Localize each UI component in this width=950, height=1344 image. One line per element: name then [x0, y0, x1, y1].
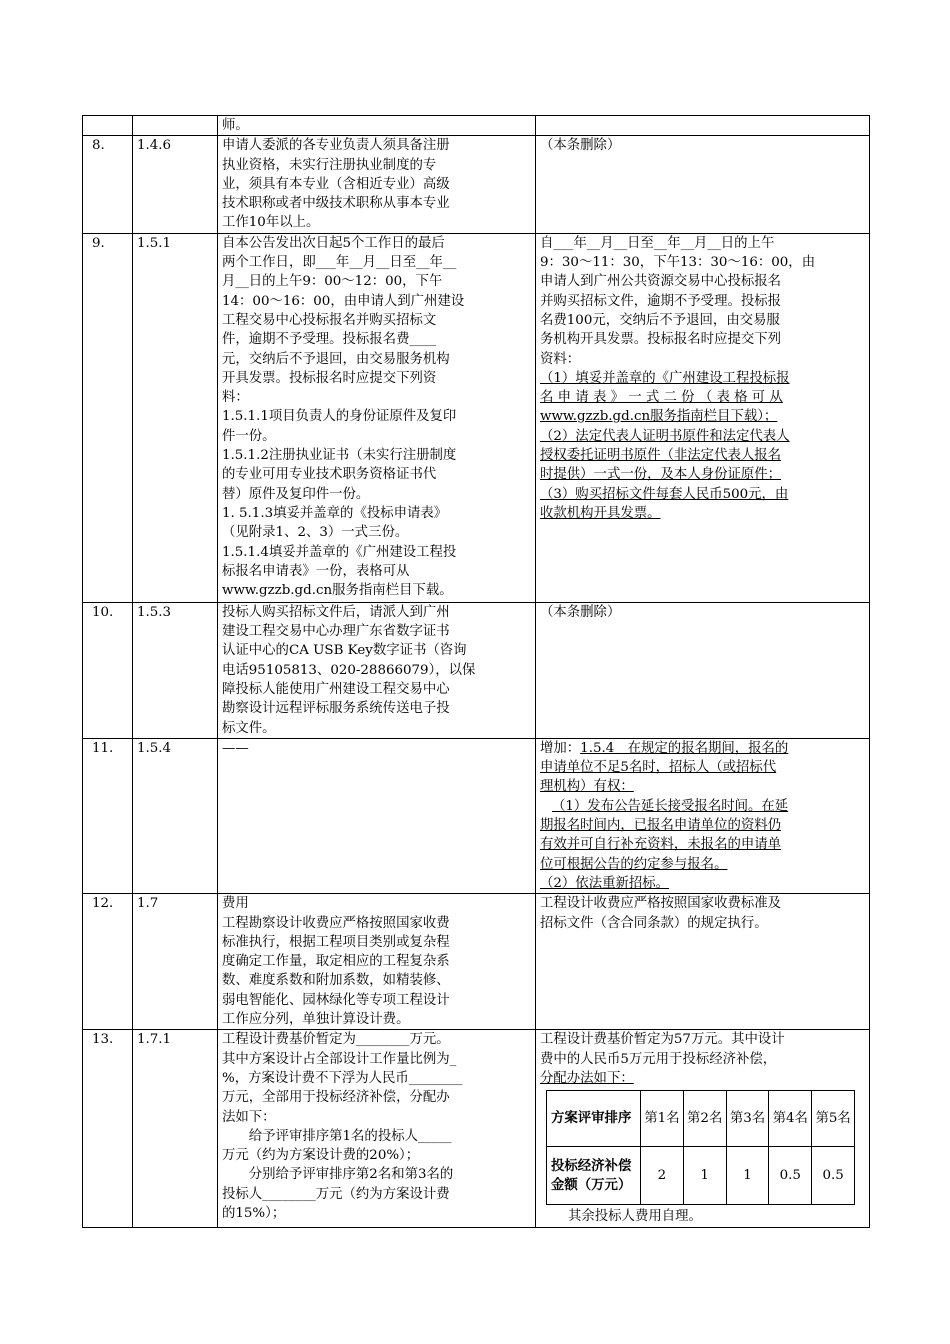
text-line: 理机构）有权：: [540, 779, 634, 795]
row-number: 12.: [83, 894, 133, 1030]
text-line: 1. 5.1.3填妥并盖章的《投标申请表》: [222, 505, 448, 521]
text-line: 投标人购买招标文件后，请派人到广州: [222, 604, 450, 620]
row-number: 13.: [83, 1030, 133, 1228]
text-line: 自本公告发出次日起5个工作日的最后: [222, 235, 445, 251]
text-line: 工程设计费基价暂定为________万元。: [222, 1032, 450, 1048]
text-line: 工作应分列，单独计算设计费。: [222, 1012, 410, 1028]
text-line: 障投标人能使用广州建设工程交易中心: [222, 681, 450, 697]
text-line: 申请人到广州公共资源交易中心投标报名: [540, 274, 782, 290]
amended-prefix: 增加：: [540, 740, 581, 756]
text-line: %，方案设计费不下浮为人民币________: [222, 1070, 463, 1086]
text-line: www.gzzb.gd.cn服务指南栏目下载。: [222, 583, 453, 599]
amended-text: [536, 894, 870, 1030]
original-text: [218, 136, 536, 233]
original-text: [218, 233, 536, 602]
text-line: 有效并可自行补充资料，未报名的申请单: [540, 837, 782, 853]
text-line: 收款机构开具发票。: [540, 505, 661, 521]
clause-number: 1.5.3: [133, 602, 218, 738]
text-line: 件，逾期不予受理。投标报名费____: [222, 332, 437, 348]
text-line: ——: [222, 740, 249, 756]
original-text: [218, 738, 536, 893]
text-line: （3）购买招标文件每套人民币500元，由: [540, 486, 789, 502]
rank-cell: 第2名: [683, 1091, 726, 1147]
table-row: [83, 602, 870, 738]
rank-cell: 第5名: [812, 1091, 855, 1147]
text-line: 其中方案设计占全部设计工作量比例为_: [222, 1051, 457, 1067]
row-number: 9.: [83, 233, 133, 602]
text-line: 万元（约为方案设计费的20%）；: [222, 1148, 420, 1164]
text-line: 费中的人民币5万元用于投标经济补偿，: [540, 1051, 777, 1067]
text-line: （2）法定代表人证明书原件和法定代表人: [540, 428, 790, 444]
original-text: [218, 1030, 536, 1228]
text-line: （2）依法重新招标。: [540, 875, 670, 891]
text-line: 工作10年以上。: [222, 215, 320, 231]
text-line: 的专业可用专业技术职务资格证书代: [222, 467, 437, 483]
table-row: [83, 233, 870, 602]
text-line: 技术职称或者中级技术职称从事本专业: [222, 196, 450, 212]
text-line: 名费100元，交纳后不予退回，由交易服: [540, 312, 780, 328]
text-line: 分别给予评审排序第2名和第3名的: [222, 1167, 454, 1183]
rank-cell: 第4名: [769, 1091, 812, 1147]
text-line: 1.5.1.4填妥并盖章的《广州建设工程投: [222, 544, 457, 560]
text-line: 投标人________万元（约为方案设计费: [222, 1186, 450, 1202]
text-line: （1）发布公告延长接受报名时间。在延: [552, 798, 789, 814]
text-line: 自___年__月__日至__年__月__日的上午: [540, 235, 775, 251]
text-line: 招标文件（含合同条款）的规定执行。: [540, 915, 768, 931]
table-row: [83, 136, 870, 233]
amended-text: [536, 233, 870, 602]
text-line: 的15%）；: [222, 1205, 286, 1221]
amended-text: [536, 116, 870, 136]
text-line: 电话95105813、020-28866079），以保: [222, 662, 476, 678]
text-line: 业，须具有本专业（含相近专业）高级: [222, 176, 450, 192]
amended-text: [536, 136, 870, 233]
row-number: [83, 116, 133, 136]
text-line: 名 申 请 表 》 一 式 二 份 （ 表 格 可 从: [540, 390, 783, 406]
text-line: 料：: [222, 390, 249, 406]
text-line: 件一份。: [222, 428, 276, 444]
rank-cell: 第3名: [726, 1091, 769, 1147]
clause-number: [133, 116, 218, 136]
row-number: 10.: [83, 602, 133, 738]
clause-number: 1.5.4: [133, 738, 218, 893]
text-line: 标文件。: [222, 720, 276, 736]
original-text: [218, 116, 536, 136]
text-line: 万元，全部用于投标经济补偿，分配办: [222, 1090, 450, 1106]
text-line: （1）填妥并盖章的《广州建设工程投标报: [540, 370, 790, 386]
text-line: 元，交纳后不予退回，由交易服务机构: [222, 351, 450, 367]
text-line: 工程设计费基价暂定为57万元。其中设计: [540, 1032, 785, 1048]
amount-cell: 1: [726, 1147, 769, 1205]
text-line: 并购买招标文件，逾期不予受理。投标报: [540, 293, 782, 309]
text-line: 月__日的上午9：00～12：00，下午: [222, 274, 443, 290]
amended-text: [536, 1030, 870, 1228]
text-line: 工程交易中心投标报名并购买招标文: [222, 312, 437, 328]
amended-clause: 1.5.4 在规定的报名期间，报名的: [580, 740, 789, 756]
text-line: 务机构开具发票。投标报名时应提交下列: [540, 332, 782, 348]
text-line: 1.5.1.2注册执业证书（未实行注册制度: [222, 448, 457, 464]
amount-cell: 1: [683, 1147, 726, 1205]
text-line: 度确定工作量，取定相应的工程复杂系: [222, 954, 450, 970]
amount-cell: 2: [641, 1147, 684, 1205]
amended-text: [536, 602, 870, 738]
text-line: 开具发票。投标报名时应提交下列资: [222, 370, 437, 386]
text-line: 执业资格，未实行注册执业制度的专: [222, 157, 437, 173]
text-line: [540, 739, 865, 758]
text-line: 申请人委派的各专业负责人须具备注册: [222, 138, 450, 154]
amount-cell: 0.5: [769, 1147, 812, 1205]
text-line: 标准执行，根据工程项目类别或复杂程: [222, 934, 450, 950]
compensation-table: [546, 1090, 855, 1205]
text-line: 位可根据公告的约定参与报名。: [540, 856, 728, 872]
amount-cell: 0.5: [812, 1147, 855, 1205]
text-line: 分配办法如下：: [540, 1070, 634, 1086]
text-line: 标报名申请表》一份，表格可从: [222, 563, 410, 579]
clause-number: 1.7: [133, 894, 218, 1030]
rank-header: 方案评审排序: [547, 1091, 641, 1147]
clause-number: 1.7.1: [133, 1030, 218, 1228]
text-line: 工程设计收费应严格按照国家收费标准及: [540, 896, 782, 912]
text-line: （本条删除）: [540, 604, 621, 620]
text-line: 建设工程交易中心办理广东省数字证书: [222, 624, 450, 640]
table-row: [83, 894, 870, 1030]
text-line: 两个工作日，即___年__月__日至__年__: [222, 255, 457, 271]
text-line: 给予评审排序第1名的投标人_____: [222, 1128, 452, 1144]
table-row: [83, 1030, 870, 1228]
amount-row: [547, 1147, 855, 1205]
text-line: 授权委托证明书原件（非法定代表人报名: [540, 448, 782, 464]
rank-cell: 第1名: [641, 1091, 684, 1147]
text-line: 1.5.1.1项目负责人的身份证原件及复印: [222, 409, 457, 425]
text-line: 替）原件及复印件一份。: [222, 486, 370, 502]
text-line: 费用: [222, 896, 249, 912]
text-line: 9：30～11：30，下午13：30～16：00，由: [540, 255, 816, 271]
text-line: 期报名时间内，已报名申请单位的资料仍: [540, 818, 782, 834]
text-line: 数、难度系数和附加系数，如精装修、: [222, 973, 450, 989]
row-number: 11.: [83, 738, 133, 893]
amendment-table: [82, 115, 870, 1228]
text-line: （本条删除）: [540, 138, 621, 154]
text-line: www.gzzb.gd.cn服务指南栏目下载）；: [540, 409, 778, 425]
text-line: 工程勘察设计收费应严格按照国家收费: [222, 915, 450, 931]
amended-text: [536, 738, 870, 893]
text-line: 其余投标人费用自理。: [568, 1209, 702, 1225]
text-line: 勘察设计远程评标服务系统传送电子投: [222, 701, 450, 717]
original-text: [218, 602, 536, 738]
table-row: [83, 116, 870, 136]
original-text: [218, 894, 536, 1030]
text-line: 资料：: [540, 351, 581, 367]
rank-row: [547, 1091, 855, 1147]
text-line: 师。: [222, 118, 249, 133]
text-line: 弱电智能化、园林绿化等专项工程设计: [222, 992, 450, 1008]
text-line: 法如下：: [222, 1109, 276, 1125]
table-row: [83, 738, 870, 893]
text-line: 认证中心的CA USB Key数字证书（咨询: [222, 643, 467, 659]
text-line: 申请单位不足5名时，招标人（或招标代: [540, 760, 777, 776]
text-line: 14：00～16：00，由申请人到广州建设: [222, 293, 465, 309]
row-number: 8.: [83, 136, 133, 233]
amount-header: 投标经济补偿金额（万元）: [547, 1147, 641, 1205]
clause-number: 1.4.6: [133, 136, 218, 233]
clause-number: 1.5.1: [133, 233, 218, 602]
text-line: 时提供）一式一份，及本人身份证原件；: [540, 467, 782, 483]
text-line: （见附录1、2、3）一式三份。: [222, 525, 409, 541]
